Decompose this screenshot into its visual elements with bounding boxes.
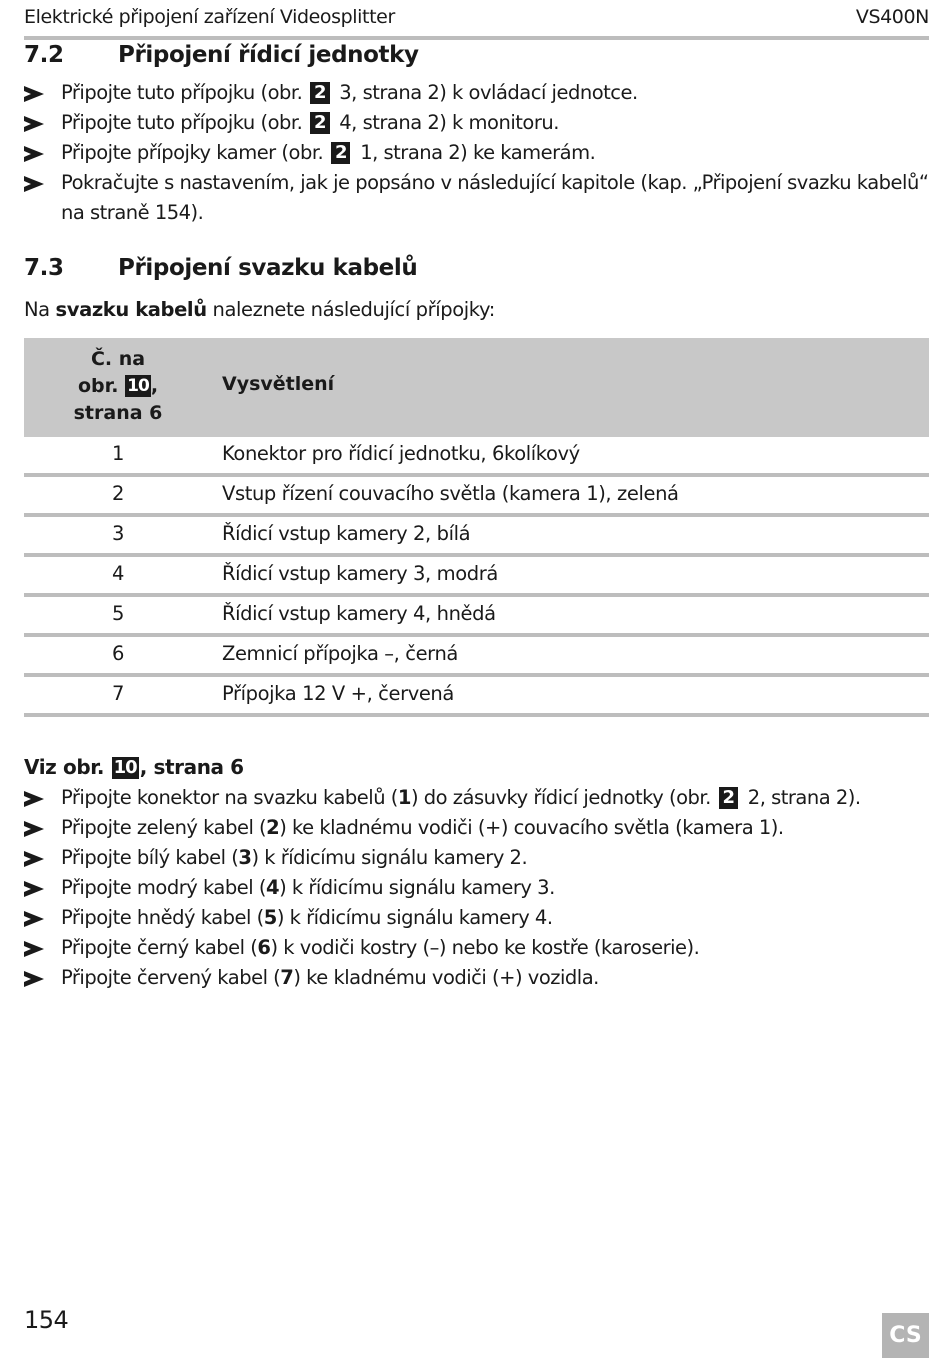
arrow-bullet-icon [24, 791, 44, 807]
figure-badge: 10 [127, 376, 149, 396]
step-text: 4, strana 2) k monitoru. [339, 111, 559, 134]
header-description-column: Vysvětlení [222, 373, 335, 395]
figure-badge: 2 [310, 112, 330, 134]
section-number: 7.3 [24, 255, 64, 281]
table-row [24, 637, 929, 677]
row-number: 4 [111, 562, 124, 585]
arrow-bullet-icon [24, 851, 44, 867]
wire-number: 3 [238, 846, 252, 869]
figure-badge: 2 [331, 142, 351, 164]
header-title: Elektrické připojení zařízení Videosplitter [24, 6, 395, 28]
header-text: strana 6 [73, 402, 163, 424]
step-text: Připojte červený kabel ( [61, 966, 281, 989]
list-item [24, 168, 929, 228]
step-text: Pokračujte s nastavením, jak je popsáno v následující kapitole (kap. „Připojení svazku kabelů“ na straně 154). [61, 171, 929, 224]
row-number: 2 [111, 482, 124, 505]
figure-badge: 2 [719, 787, 739, 809]
row-number: 1 [111, 442, 124, 465]
row-description: Řídicí vstup kamery 4, hnědá [222, 602, 496, 625]
table-header [24, 338, 929, 437]
list-item [24, 108, 929, 138]
header-text: , [150, 375, 159, 397]
table-row [24, 437, 929, 477]
row-description: Konektor pro řídicí jednotku, 6kolíkový [222, 442, 580, 465]
header-text-line [24, 373, 212, 400]
arrow-bullet-icon [24, 86, 44, 102]
header-number-column [24, 346, 212, 427]
row-description: Řídicí vstup kamery 2, bílá [222, 522, 471, 545]
step-text: ) k řídicímu signálu kamery 3. [279, 876, 555, 899]
list-item [24, 903, 861, 933]
list-item [24, 963, 861, 993]
see-figure-heading [24, 755, 244, 779]
page-number: 154 [24, 1306, 69, 1334]
intro-text: Na [24, 298, 56, 321]
step-text: Připojte zelený kabel ( [61, 816, 267, 839]
step-text: ) k řídicímu signálu kamery 4. [276, 906, 553, 929]
step-text: ) ke kladnému vodiči (+) vozidla. [293, 966, 599, 989]
row-number: 3 [111, 522, 124, 545]
arrow-bullet-icon [24, 176, 44, 192]
cable-connection-steps [24, 783, 861, 993]
header-model: VS400N [855, 6, 929, 28]
step-text: 2, strana 2). [747, 786, 861, 809]
step-text: Připojte modrý kabel ( [61, 876, 266, 899]
language-badge: CS [882, 1313, 929, 1358]
arrow-bullet-icon [24, 116, 44, 132]
figure-badge: 2 [310, 82, 330, 104]
wire-number: 4 [265, 876, 280, 899]
arrow-bullet-icon [24, 941, 44, 957]
list-item [24, 933, 861, 963]
table-row [24, 597, 929, 637]
wire-number: 7 [280, 966, 294, 989]
step-text: Připojte tuto přípojku (obr. [61, 111, 303, 134]
row-description: Řídicí vstup kamery 3, modrá [222, 562, 498, 585]
connections-table [24, 338, 929, 717]
intro-bold-text: svazku kabelů [55, 298, 207, 321]
list-item [24, 78, 929, 108]
list-item [24, 843, 861, 873]
section-title: Připojení řídicí jednotky [118, 42, 419, 68]
row-description: Vstup řízení couvacího světla (kamera 1), zelená [222, 482, 679, 505]
arrow-bullet-icon [24, 821, 44, 837]
step-text: Připojte hnědý kabel ( [61, 906, 264, 929]
step-text: Připojte tuto přípojku (obr. [61, 81, 303, 104]
row-description: Přípojka 12 V +, červená [222, 682, 454, 705]
section-7-2-steps [24, 78, 929, 228]
intro-text: naleznete následující přípojky: [206, 298, 495, 321]
wire-number: 2 [266, 816, 280, 839]
row-description: Zemnicí přípojka –, černá [222, 642, 458, 665]
table-row [24, 557, 929, 597]
wire-number: 1 [397, 786, 411, 809]
heading-text: Viz obr. [24, 755, 105, 779]
step-text: ) k řídicímu signálu kamery 2. [251, 846, 528, 869]
row-number: 6 [111, 642, 124, 665]
header-text: obr. [77, 375, 119, 397]
section-intro [24, 298, 495, 321]
table-row [24, 517, 929, 557]
step-text: 3, strana 2) k ovládací jednotce. [339, 81, 638, 104]
step-text: 1, strana 2) ke kamerám. [360, 141, 596, 164]
list-item [24, 813, 861, 843]
step-text: Připojte bílý kabel ( [61, 846, 239, 869]
table-row [24, 677, 929, 717]
row-number: 7 [111, 682, 124, 705]
step-text: ) do zásuvky řídicí jednotky (obr. [410, 786, 711, 809]
table-row [24, 477, 929, 517]
header-text: Č. na [90, 348, 146, 370]
step-text: Připojte konektor na svazku kabelů ( [61, 786, 398, 809]
arrow-bullet-icon [24, 911, 44, 927]
section-number: 7.2 [24, 42, 64, 68]
arrow-bullet-icon [24, 971, 44, 987]
heading-text: , strana 6 [139, 755, 244, 779]
page-header [24, 6, 929, 36]
step-text: ) ke kladnému vodiči (+) couvacího světla (kamera 1). [279, 816, 784, 839]
step-text: Připojte přípojky kamer (obr. [61, 141, 324, 164]
arrow-bullet-icon [24, 881, 44, 897]
header-divider [24, 36, 929, 40]
step-text: Připojte černý kabel ( [61, 936, 258, 959]
list-item [24, 783, 861, 813]
wire-number: 5 [263, 906, 277, 929]
list-item [24, 138, 929, 168]
section-title: Připojení svazku kabelů [118, 255, 418, 281]
arrow-bullet-icon [24, 146, 44, 162]
figure-badge: 10 [113, 757, 137, 778]
step-text: ) k vodiči kostry (–) nebo ke kostře (karoserie). [270, 936, 700, 959]
list-item [24, 873, 861, 903]
row-number: 5 [111, 602, 124, 625]
wire-number: 6 [257, 936, 271, 959]
